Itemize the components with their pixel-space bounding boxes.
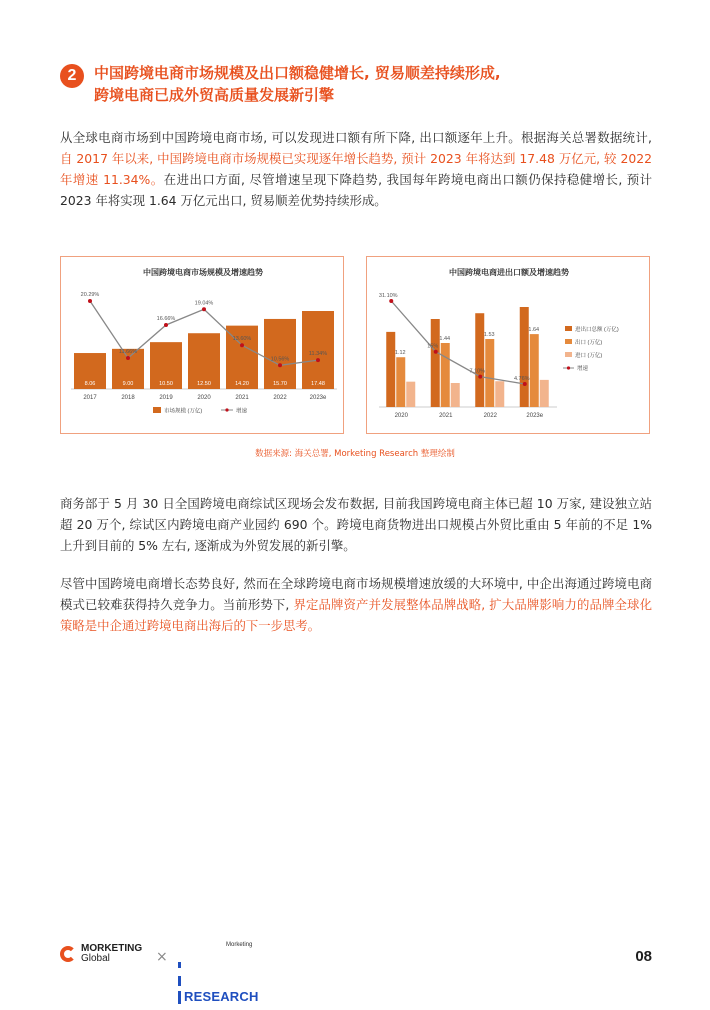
brand1-subname: Global [81, 953, 110, 964]
bar-total [386, 332, 395, 407]
growth-rate-point [164, 323, 168, 327]
paragraph-intro-text-a: 从全球电商市场到中国跨境电商市场, 可以发现进口额有所下降, 出口额逐年上升。根据海关总署数据统计, [60, 130, 652, 145]
growth-rate-label: 11.34% [308, 351, 328, 358]
x-tick-label: 2023e [526, 413, 544, 419]
section-title-line1: 中国跨境电商市场规模及出口额稳健增长, 贸易顺差持续形成, [94, 64, 501, 82]
section-title [94, 62, 501, 106]
growth-rate-point [389, 299, 393, 303]
brand1-name: MORKETING [81, 943, 143, 954]
logo-separator: × [156, 949, 168, 965]
legend-swatch [565, 339, 572, 344]
bar-total [475, 313, 484, 407]
growth-rate-point [523, 382, 527, 386]
x-tick-label: 2021 [439, 413, 453, 419]
growth-rate-point [88, 299, 92, 303]
paragraph-outlook-highlight: 界定品牌资产并发展整体品牌战略, 扩大品牌影响力的品牌全球化策略是中企通过跨境电商出海后的下一步思考。 [60, 597, 652, 633]
bar-value-label: 12.50 [197, 381, 211, 387]
x-tick-label: 2018 [121, 395, 135, 401]
research-bars-icon [178, 950, 182, 1004]
section-number-badge: 2 [60, 64, 84, 88]
growth-rate-label: 13.60% [232, 336, 252, 343]
bar-export-label: 1.64 [528, 327, 540, 334]
growth-rate-label: 4.76% [513, 376, 530, 382]
growth-rate-point [126, 356, 130, 360]
growth-rate-label: 7.10% [469, 368, 486, 375]
growth-rate-label: 20.29% [80, 292, 100, 298]
legend-label: 进口 (万亿) [575, 353, 603, 359]
market-size-chart-card [60, 256, 344, 434]
page-number: 08 [635, 948, 652, 965]
growth-rate-label: 15% [427, 343, 439, 350]
bar-value-label: 8.06 [84, 381, 96, 387]
growth-rate-label: 19.04% [194, 300, 214, 307]
growth-rate-label: 31.10% [378, 293, 398, 299]
paragraph-intro-text-b: 在进出口方面, 尽管增速呈现下降趋势, 我国每年跨境电商出口额仍保持稳健增长, 预计 2023 年将实现 1.64 万亿元出口, 贸易顺差优势持续形成。 [60, 172, 652, 208]
x-tick-label: 2020 [197, 395, 211, 401]
bar-import [406, 382, 415, 407]
legend-label-market-size: 市场规模 (万亿) [164, 408, 203, 415]
bar-export [485, 339, 494, 407]
import-export-chart [367, 257, 651, 435]
morketing-logo-icon [60, 946, 76, 962]
growth-rate-point [434, 350, 438, 354]
chart-title: 中国跨境电商进出口额及增速趋势 [449, 268, 569, 277]
paragraph-outlook [60, 573, 652, 636]
paragraph-outlook-text: 尽管中国跨境电商增长态势良好, 然而在全球跨境电商市场规模增速放缓的大环境中, 中企出海通过跨境电商模式已较难获得持久竞争力。当前形势下, [60, 576, 652, 612]
legend-swatch [565, 352, 572, 357]
bar-value-label: 17.48 [311, 381, 325, 387]
import-export-chart-card [366, 256, 650, 434]
x-tick-label: 2021 [235, 395, 249, 401]
page-footer [60, 940, 652, 1004]
growth-rate-label: 11.66% [118, 349, 138, 356]
growth-rate-label: 16.66% [156, 315, 176, 322]
growth-rate-point [278, 363, 282, 367]
bar-export [530, 334, 539, 407]
growth-rate-point [202, 307, 206, 311]
legend-swatch [565, 326, 572, 331]
bar-value-label: 10.50 [159, 381, 173, 387]
bar-import [451, 383, 460, 407]
bar-export [441, 343, 450, 407]
legend-marker-growth [225, 408, 228, 411]
growth-rate-label: 10.56% [270, 356, 290, 363]
market-size-chart [61, 257, 345, 435]
section-heading [60, 62, 660, 106]
x-tick-label: 2023e [309, 395, 327, 401]
morketing-global-logo [60, 944, 142, 964]
bar-market-size [302, 311, 334, 389]
bar-import [495, 381, 504, 407]
legend-label: 出口 (万亿) [575, 340, 603, 346]
paragraph-intro [60, 127, 652, 211]
legend-marker-growth [567, 366, 570, 369]
bar-import [540, 380, 549, 407]
brand2-small-text: Morketing [226, 942, 253, 948]
growth-rate-line [391, 301, 525, 384]
section-title-line2: 跨境电商已成外贸高质量发展新引擎 [94, 86, 335, 104]
bar-total [520, 307, 529, 407]
bar-export-label: 1.53 [483, 332, 495, 338]
brand2-word: RESEARCH [184, 989, 259, 1004]
legend-label: 进出口总额 (万亿) [575, 327, 619, 333]
bar-total [431, 319, 440, 407]
data-source-note: 数据来源: 海关总署, Morketing Research 整理绘制 [255, 449, 455, 459]
x-tick-label: 2020 [394, 413, 408, 419]
bar-export-label: 1.44 [439, 336, 451, 342]
x-tick-label: 2022 [483, 413, 497, 419]
bar-value-label: 9.00 [122, 381, 134, 387]
x-tick-label: 2019 [159, 395, 173, 401]
bar-value-label: 15.70 [273, 381, 287, 387]
x-tick-label: 2017 [83, 395, 97, 401]
legend-label-growth: 增速 [577, 366, 589, 372]
legend-swatch-market-size [153, 407, 161, 413]
bar-export-label: 1.12 [394, 350, 406, 357]
paragraph-intro-highlight: 自 2017 年以来, 中国跨境电商市场规模已实现逐年增长趋势, 预计 2023 年将达到 17.48 万亿元, 较 2022 年增速 11.34%。 [60, 151, 652, 187]
growth-rate-point [240, 343, 244, 347]
growth-rate-point [316, 358, 320, 362]
chart-title: 中国跨境电商市场规模及增速趋势 [143, 268, 263, 277]
x-tick-label: 2022 [273, 395, 287, 401]
paragraph-policy: 商务部于 5 月 30 日全国跨境电商综试区现场会发布数据, 目前我国跨境电商主体已超 10 万家, 建设独立站超 20 万个, 综试区内跨境电商产业园约 690 个。跨境电商货物进出口规模占外贸比重由 5 年前的不足 1% 上升到目前的 5% 左右, 逐渐成为外贸发展的新引擎。 [60, 496, 652, 553]
legend-label-growth: 增速 [236, 408, 248, 415]
bar-export [396, 357, 405, 407]
bar-value-label: 14.20 [235, 381, 249, 387]
bar-market-size [264, 319, 296, 389]
growth-rate-point [478, 375, 482, 379]
